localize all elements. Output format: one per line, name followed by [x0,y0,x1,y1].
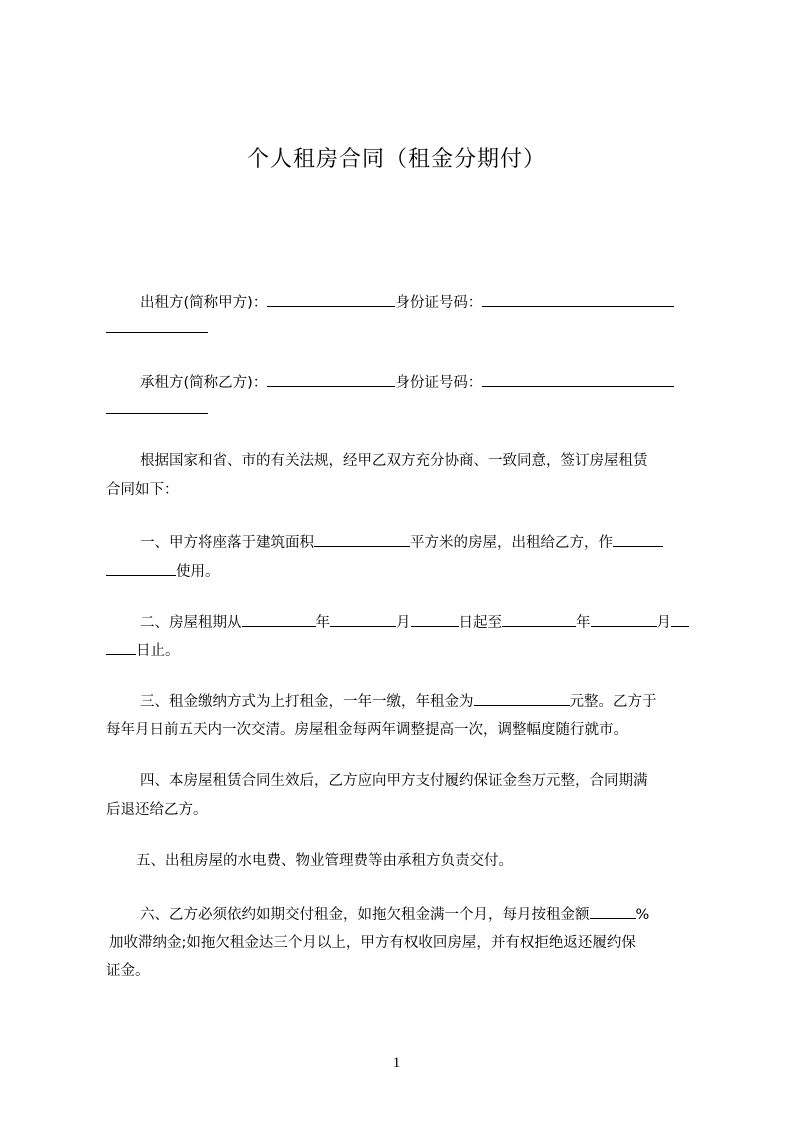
clause-1-text-c: 使用。 [176,564,220,580]
lessor-line [106,292,736,313]
purpose-blank-continued[interactable] [106,561,176,576]
start-month-blank[interactable] [330,612,396,627]
lessor-id-continuation-blank[interactable] [106,332,208,333]
clause-2-text-a: 二、房屋租期从 [140,615,242,631]
clause-4-line-1: 四、本房屋租赁合同生效后，乙方应向甲方支付履约保证金叁万元整，合同期满 [140,773,648,789]
clause-1-text-a: 一、甲方将座落于建筑面积 [140,535,314,551]
clause-2-year: 年 [315,615,330,631]
start-year-blank[interactable] [242,612,316,627]
clause-1-line-2 [106,561,702,582]
annual-rent-blank[interactable] [474,691,570,706]
intro-line-2: 合同如下： [106,482,179,498]
area-blank[interactable] [314,532,410,547]
clause-1-line-1 [106,532,736,553]
clause-2-year-2: 年 [576,615,591,631]
clause-2-day-to: 日起至 [458,615,502,631]
clause-4-line-2: 后退还给乙方。 [106,802,208,818]
lessor-id-blank[interactable] [482,292,674,307]
clause-3-line-1 [106,691,736,712]
clause-6-line-2: 加收滞纳金;如拖欠租金达三个月以上，甲方有权收回房屋，并有权拒绝返还履约保 [109,935,636,951]
late-fee-percent-blank[interactable] [590,904,636,919]
clause-6-line-3: 证金。 [106,963,150,979]
start-day-blank[interactable] [411,612,459,627]
clause-2-end: 日止。 [136,643,180,659]
clause-2-line-1 [106,612,736,633]
clause-6-text-a: 六、乙方必须依约如期交付租金，如拖欠租金满一个月，每月按租金额 [140,907,590,923]
end-day-blank[interactable] [671,612,689,627]
clause-2-month: 月 [396,615,411,631]
lessee-id-continuation-blank[interactable] [106,413,208,414]
contract-title: 个人租房合同（租金分期付） [246,147,546,172]
end-year-blank[interactable] [502,612,576,627]
lessor-id-label: 身份证号码： [395,295,483,311]
clause-2-month-2: 月 [656,615,671,631]
end-month-blank[interactable] [591,612,657,627]
lessee-name-blank[interactable] [267,372,395,387]
clause-2-line-2 [106,640,702,661]
lessor-name-blank[interactable] [267,292,395,307]
clause-6-line-1 [106,904,736,925]
lessee-label: 承租方(简称乙方)： [140,375,268,391]
clause-3-text-b: 元整。乙方于 [569,694,657,710]
lessee-line [106,372,736,393]
lessee-id-label: 身份证号码： [395,375,483,391]
clause-5-line: 五、出租房屋的水电费、物业管理费等由承租方负责交付。 [136,853,513,869]
end-day-blank-continued[interactable] [106,640,136,655]
clause-3-text-a: 三、租金缴纳方式为上打租金，一年一缴，年租金为 [140,694,474,710]
page-number: 1 [392,1055,401,1071]
clause-6-percent: % [635,907,650,923]
clause-3-line-2: 每年月日前五天内一次交清。房屋租金每两年调整提高一次，调整幅度随行就市。 [106,722,628,738]
lessee-id-blank[interactable] [482,372,674,387]
purpose-blank[interactable] [613,532,663,547]
lessor-label: 出租方(简称甲方)： [140,295,268,311]
intro-line-1: 根据国家和省、市的有关法规，经甲乙双方充分协商、一致同意，签订房屋租赁 [140,453,648,469]
clause-1-text-b: 平方米的房屋，出租给乙方，作 [410,535,613,551]
